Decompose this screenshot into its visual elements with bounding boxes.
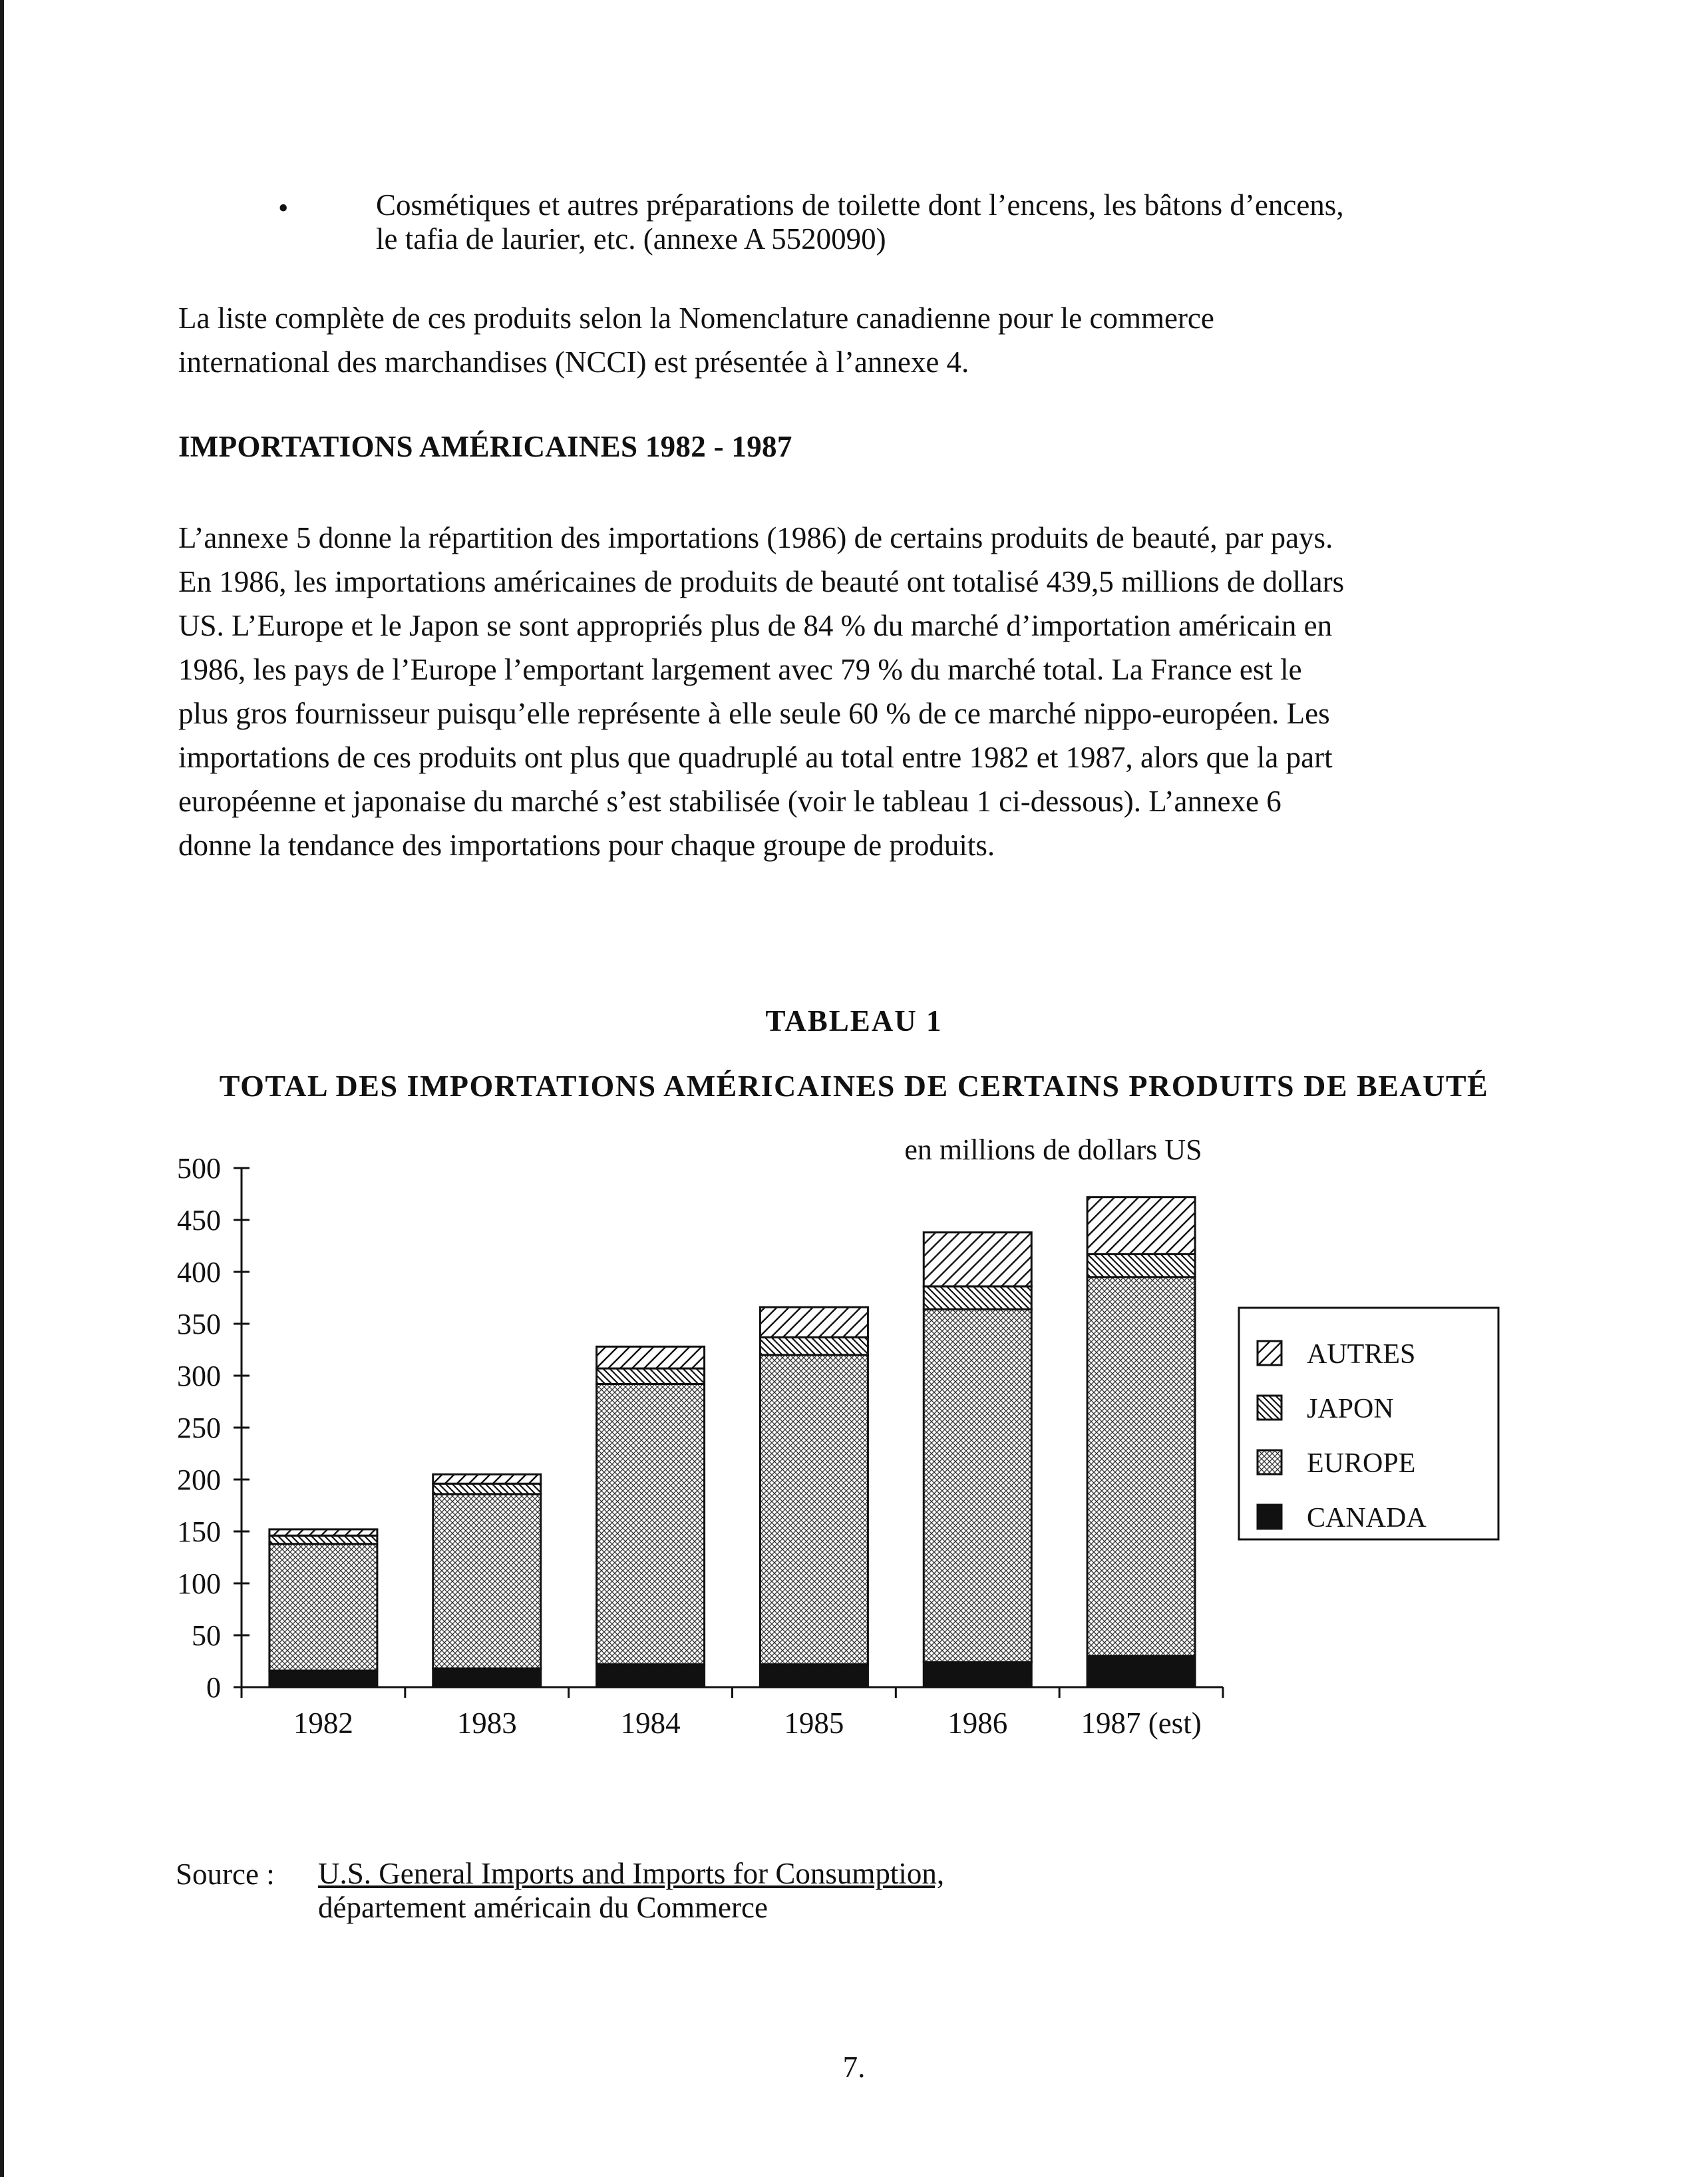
- bar-segment-japon: [269, 1535, 377, 1543]
- bar-segment-europe: [924, 1309, 1031, 1662]
- bar-segment-europe: [1087, 1277, 1195, 1656]
- bar-segment-europe: [269, 1544, 377, 1671]
- x-tick-label: 1982: [293, 1706, 353, 1740]
- page-number: 7.: [842, 2051, 866, 2084]
- bar-segment-autres: [433, 1474, 541, 1484]
- paragraph-line: US. L’Europe et le Japon se sont appropriés plus de 84 % du marché d’importation américain en: [178, 609, 1333, 642]
- bar-segment-autres: [924, 1233, 1031, 1286]
- y-tick-label: 350: [177, 1308, 221, 1340]
- bar-segment-canada: [269, 1671, 377, 1687]
- source-publisher: département américain du Commerce: [318, 1891, 768, 1924]
- legend-swatch-autres: [1258, 1341, 1281, 1365]
- paragraph-line: donne la tendance des importations pour chaque groupe de produits.: [178, 829, 995, 862]
- legend-label-canada: CANADA: [1307, 1503, 1427, 1533]
- bar-segment-japon: [433, 1484, 541, 1494]
- x-tick-label: 1983: [456, 1706, 517, 1740]
- bar-segment-japon: [1087, 1254, 1195, 1277]
- chart-title: TOTAL DES IMPORTATIONS AMÉRICAINES DE CERTAINS PRODUITS DE BEAUTÉ: [219, 1069, 1489, 1103]
- source-citation: [318, 1857, 944, 1925]
- y-tick-label: 500: [177, 1152, 221, 1185]
- paragraph-line: international des marchandises (NCCI) est présentée à l’annexe 4.: [178, 345, 969, 379]
- bar-segment-europe: [760, 1355, 868, 1665]
- x-tick-label: 1987 (est): [1081, 1706, 1202, 1740]
- legend-label-europe: EUROPE: [1307, 1448, 1416, 1479]
- legend-label-autres: AUTRES: [1307, 1339, 1416, 1370]
- x-tick-label: 1984: [620, 1706, 681, 1740]
- bar-segment-canada: [760, 1665, 868, 1687]
- source-title: U.S. General Imports and Imports for Consumption,: [318, 1857, 945, 1890]
- y-tick-label: 300: [177, 1360, 221, 1392]
- bar-segment-japon: [760, 1337, 868, 1355]
- section-heading: IMPORTATIONS AMÉRICAINES 1982 - 1987: [178, 430, 792, 463]
- y-tick-label: 0: [206, 1671, 221, 1704]
- bar-segment-autres: [760, 1307, 868, 1337]
- chart-subtitle: en millions de dollars US: [904, 1133, 1202, 1166]
- bar-segment-europe: [433, 1494, 541, 1669]
- y-tick-label: 100: [177, 1567, 221, 1600]
- legend-swatch-europe: [1258, 1450, 1281, 1474]
- paragraph-line: importations de ces produits ont plus que quadruplé au total entre 1982 et 1987, alors que la part: [178, 741, 1333, 774]
- x-tick-label: 1985: [784, 1706, 844, 1740]
- paragraph-line: 1986, les pays de l’Europe l’emportant largement avec 79 % du marché total. La France est le: [178, 653, 1302, 686]
- bullet-line-1: Cosmétiques et autres préparations de toilette dont l’encens, les bâtons d’encens,: [376, 188, 1344, 222]
- legend-swatch-canada: [1258, 1505, 1281, 1529]
- bar-segment-canada: [597, 1665, 705, 1687]
- bar-segment-autres: [597, 1346, 705, 1368]
- y-tick-label: 450: [177, 1204, 221, 1237]
- bar-segment-europe: [597, 1384, 705, 1664]
- paragraph-line: plus gros fournisseur puisqu’elle représente à elle seule 60 % de ce marché nippo-européen. Les: [178, 697, 1330, 730]
- y-tick-label: 50: [192, 1619, 221, 1652]
- bar-segment-japon: [924, 1286, 1031, 1309]
- legend-swatch-japon: [1258, 1396, 1281, 1420]
- y-tick-label: 200: [177, 1464, 221, 1496]
- bar-segment-autres: [269, 1529, 377, 1535]
- legend-label-japon: JAPON: [1307, 1394, 1394, 1424]
- paragraph-line: L’annexe 5 donne la répartition des importations (1986) de certains produits de beauté, par pays.: [178, 521, 1333, 554]
- source-label: Source :: [176, 1858, 275, 1891]
- bullet-line-2: le tafia de laurier, etc. (annexe A 5520090): [376, 222, 886, 256]
- y-tick-label: 150: [177, 1515, 221, 1548]
- bar-segment-canada: [924, 1663, 1031, 1687]
- y-tick-label: 250: [177, 1412, 221, 1444]
- bar-segment-japon: [597, 1368, 705, 1384]
- bullet-symbol: •: [278, 192, 289, 224]
- paragraph-line: européenne et japonaise du marché s’est stabilisée (voir le tableau 1 ci-dessous). L’annexe 6: [178, 785, 1281, 818]
- paragraph-line: La liste complète de ces produits selon la Nomenclature canadienne pour le commerce: [178, 301, 1214, 335]
- bar-segment-canada: [433, 1669, 541, 1687]
- x-tick-label: 1986: [947, 1706, 1008, 1740]
- table-label: TABLEAU 1: [765, 1004, 943, 1038]
- bar-segment-canada: [1087, 1656, 1195, 1687]
- paragraph-line: En 1986, les importations américaines de produits de beauté ont totalisé 439,5 millions de dollars: [178, 565, 1345, 598]
- y-tick-label: 400: [177, 1256, 221, 1288]
- bar-segment-autres: [1087, 1197, 1195, 1255]
